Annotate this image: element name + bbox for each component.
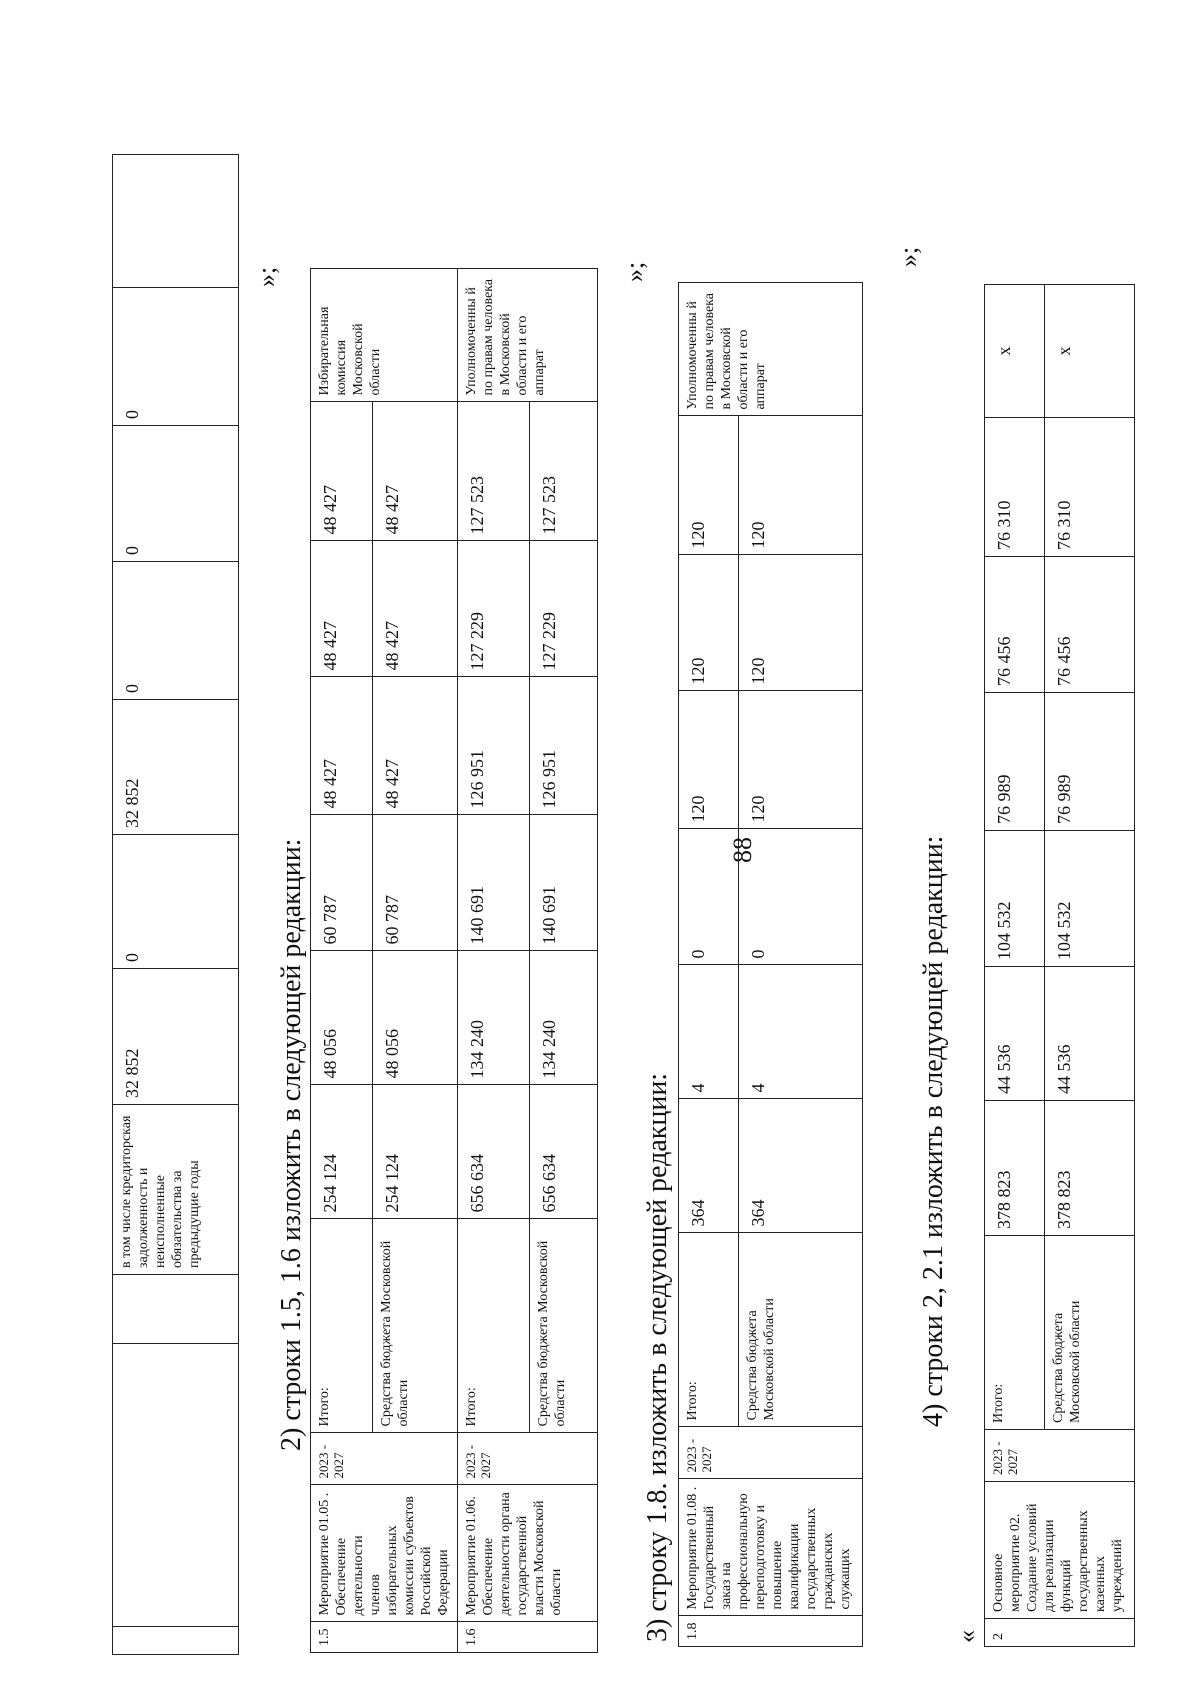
value-cell: 378 823: [985, 1101, 1045, 1236]
row-number: 1.8: [679, 1616, 863, 1647]
value-cell: 0: [679, 829, 739, 965]
value-cell: 120: [739, 555, 863, 691]
value-cell: 120: [739, 416, 863, 555]
row-description: в том числе кредиторская задолженность и неисполненные обязательства за предыдущие годы: [113, 1105, 239, 1275]
executor-cell: [113, 155, 239, 288]
value-cell: 4: [739, 965, 863, 1099]
executor: Уполномоченны й по правам человека в Московской области и его аппарат: [679, 283, 863, 416]
funding-source: Средства бюджета Московской области: [1045, 1236, 1135, 1430]
value-cell: 127 523: [530, 402, 598, 541]
section4-table: [984, 284, 1135, 1647]
value-cell: 127 523: [458, 402, 530, 541]
period: 2023 - 2027: [679, 1427, 739, 1479]
period-cell: [739, 1427, 863, 1479]
value-cell: 254 124: [373, 1085, 458, 1219]
value-cell: 76 989: [1045, 693, 1135, 831]
funding-source: Средства бюджета Московской области: [739, 1233, 863, 1427]
row-number: 1.5: [311, 1622, 458, 1653]
value-cell: 0: [113, 426, 239, 562]
value-cell: 76 989: [985, 693, 1045, 831]
value-cell: 127 229: [530, 541, 598, 677]
executor: х: [985, 285, 1045, 418]
value-cell: 126 951: [530, 677, 598, 815]
close-quote-mark: »;: [894, 246, 923, 267]
table-cell: [113, 1275, 239, 1344]
row-number: 1.6: [458, 1622, 598, 1653]
funding-source: Итого:: [458, 1219, 530, 1433]
value-cell: 48 427: [311, 677, 373, 815]
value-cell: 134 240: [458, 951, 530, 1085]
value-cell: 0: [113, 562, 239, 700]
value-cell: 364: [739, 1099, 863, 1233]
value-cell: 4: [679, 965, 739, 1099]
section3-table: [678, 283, 863, 1648]
value-cell: 378 823: [1045, 1101, 1135, 1236]
value-cell: 120: [679, 555, 739, 691]
funding-source: Итого:: [311, 1219, 373, 1433]
value-cell: 254 124: [311, 1085, 373, 1219]
value-cell: 656 634: [530, 1085, 598, 1219]
executor: Уполномоченны й по правам человека в Московской области и его аппарат: [458, 269, 598, 402]
funding-source: Средства бюджета Московской области: [373, 1219, 458, 1433]
value-cell: 76 456: [1045, 557, 1135, 693]
value-cell: 76 310: [1045, 418, 1135, 557]
value-cell: 127 229: [458, 541, 530, 677]
value-cell: 48 427: [311, 402, 373, 541]
value-cell: 104 532: [1045, 831, 1135, 967]
period-cell: [1045, 1430, 1135, 1482]
executor: х: [1045, 285, 1135, 418]
value-cell: 76 310: [985, 418, 1045, 557]
period: 2023 - 2027: [458, 1433, 530, 1485]
close-quote-mark: »;: [620, 261, 649, 282]
measure-name: Мероприятие 01.08 . Государственный заказ на профессиональную переподготовку и повышение квалификации государственных гражданских служащих: [679, 1479, 863, 1616]
value-cell: 76 456: [985, 557, 1045, 693]
value-cell: 0: [113, 288, 239, 426]
value-cell: 120: [739, 691, 863, 829]
value-cell: 0: [113, 835, 239, 969]
close-quote-mark: »;: [252, 266, 281, 287]
value-cell: 60 787: [311, 815, 373, 951]
value-cell: 120: [679, 691, 739, 829]
period: 2023 - 2027: [985, 1430, 1045, 1482]
value-cell: 126 951: [458, 677, 530, 815]
value-cell: 364: [679, 1099, 739, 1233]
value-cell: 104 532: [985, 831, 1045, 967]
value-cell: 32 852: [113, 700, 239, 835]
value-cell: 48 427: [373, 541, 458, 677]
funding-source: Итого:: [679, 1233, 739, 1427]
value-cell: 0: [739, 829, 863, 965]
table-cell: [113, 1627, 239, 1655]
measure-name: Мероприятие 01.05 . Обеспечение деятельности членов избирательных комиссии субъектов Российской Федерации: [311, 1485, 458, 1622]
value-cell: 140 691: [458, 815, 530, 951]
row-number: 2: [985, 1619, 1135, 1647]
value-cell: 120: [679, 416, 739, 555]
section2-table: [310, 269, 598, 1654]
top-table: [112, 154, 239, 1655]
value-cell: 48 427: [373, 677, 458, 815]
value-cell: 140 691: [530, 815, 598, 951]
open-quote-mark: «: [952, 1630, 981, 1643]
value-cell: 48 056: [373, 951, 458, 1085]
period-cell: [530, 1433, 598, 1485]
value-cell: 48 056: [311, 951, 373, 1085]
measure-name: Основное мероприятие 02. Создание условий для реализации функций государственных казенных учреждений: [985, 1482, 1135, 1619]
section-heading: 3) строку 1.8. изложить в следующей редакции:: [642, 1072, 673, 1642]
value-cell: 134 240: [530, 951, 598, 1085]
value-cell: 44 536: [1045, 967, 1135, 1101]
value-cell: 656 634: [458, 1085, 530, 1219]
value-cell: 48 427: [311, 541, 373, 677]
value-cell: 48 427: [373, 402, 458, 541]
measure-name: Мероприятие 01.06. Обеспечение деятельности органа государственной власти Московской области: [458, 1485, 598, 1622]
section-heading: 2) строки 1.5, 1.6 изложить в следующей редакции:: [276, 838, 307, 1451]
page-number: 88: [728, 837, 757, 863]
value-cell: 60 787: [373, 815, 458, 951]
value-cell: 32 852: [113, 969, 239, 1105]
funding-source: Средства бюджета Московской области: [530, 1219, 598, 1433]
funding-source: Итого:: [985, 1236, 1045, 1430]
value-cell: 44 536: [985, 967, 1045, 1101]
period-cell: [373, 1433, 458, 1485]
section-heading: 4) строки 2, 2.1 изложить в следующей редакции:: [918, 835, 949, 1427]
executor: Избирательная комиссия Московской области: [311, 269, 458, 402]
table-cell: [113, 1344, 239, 1627]
period: 2023 - 2027: [311, 1433, 373, 1485]
